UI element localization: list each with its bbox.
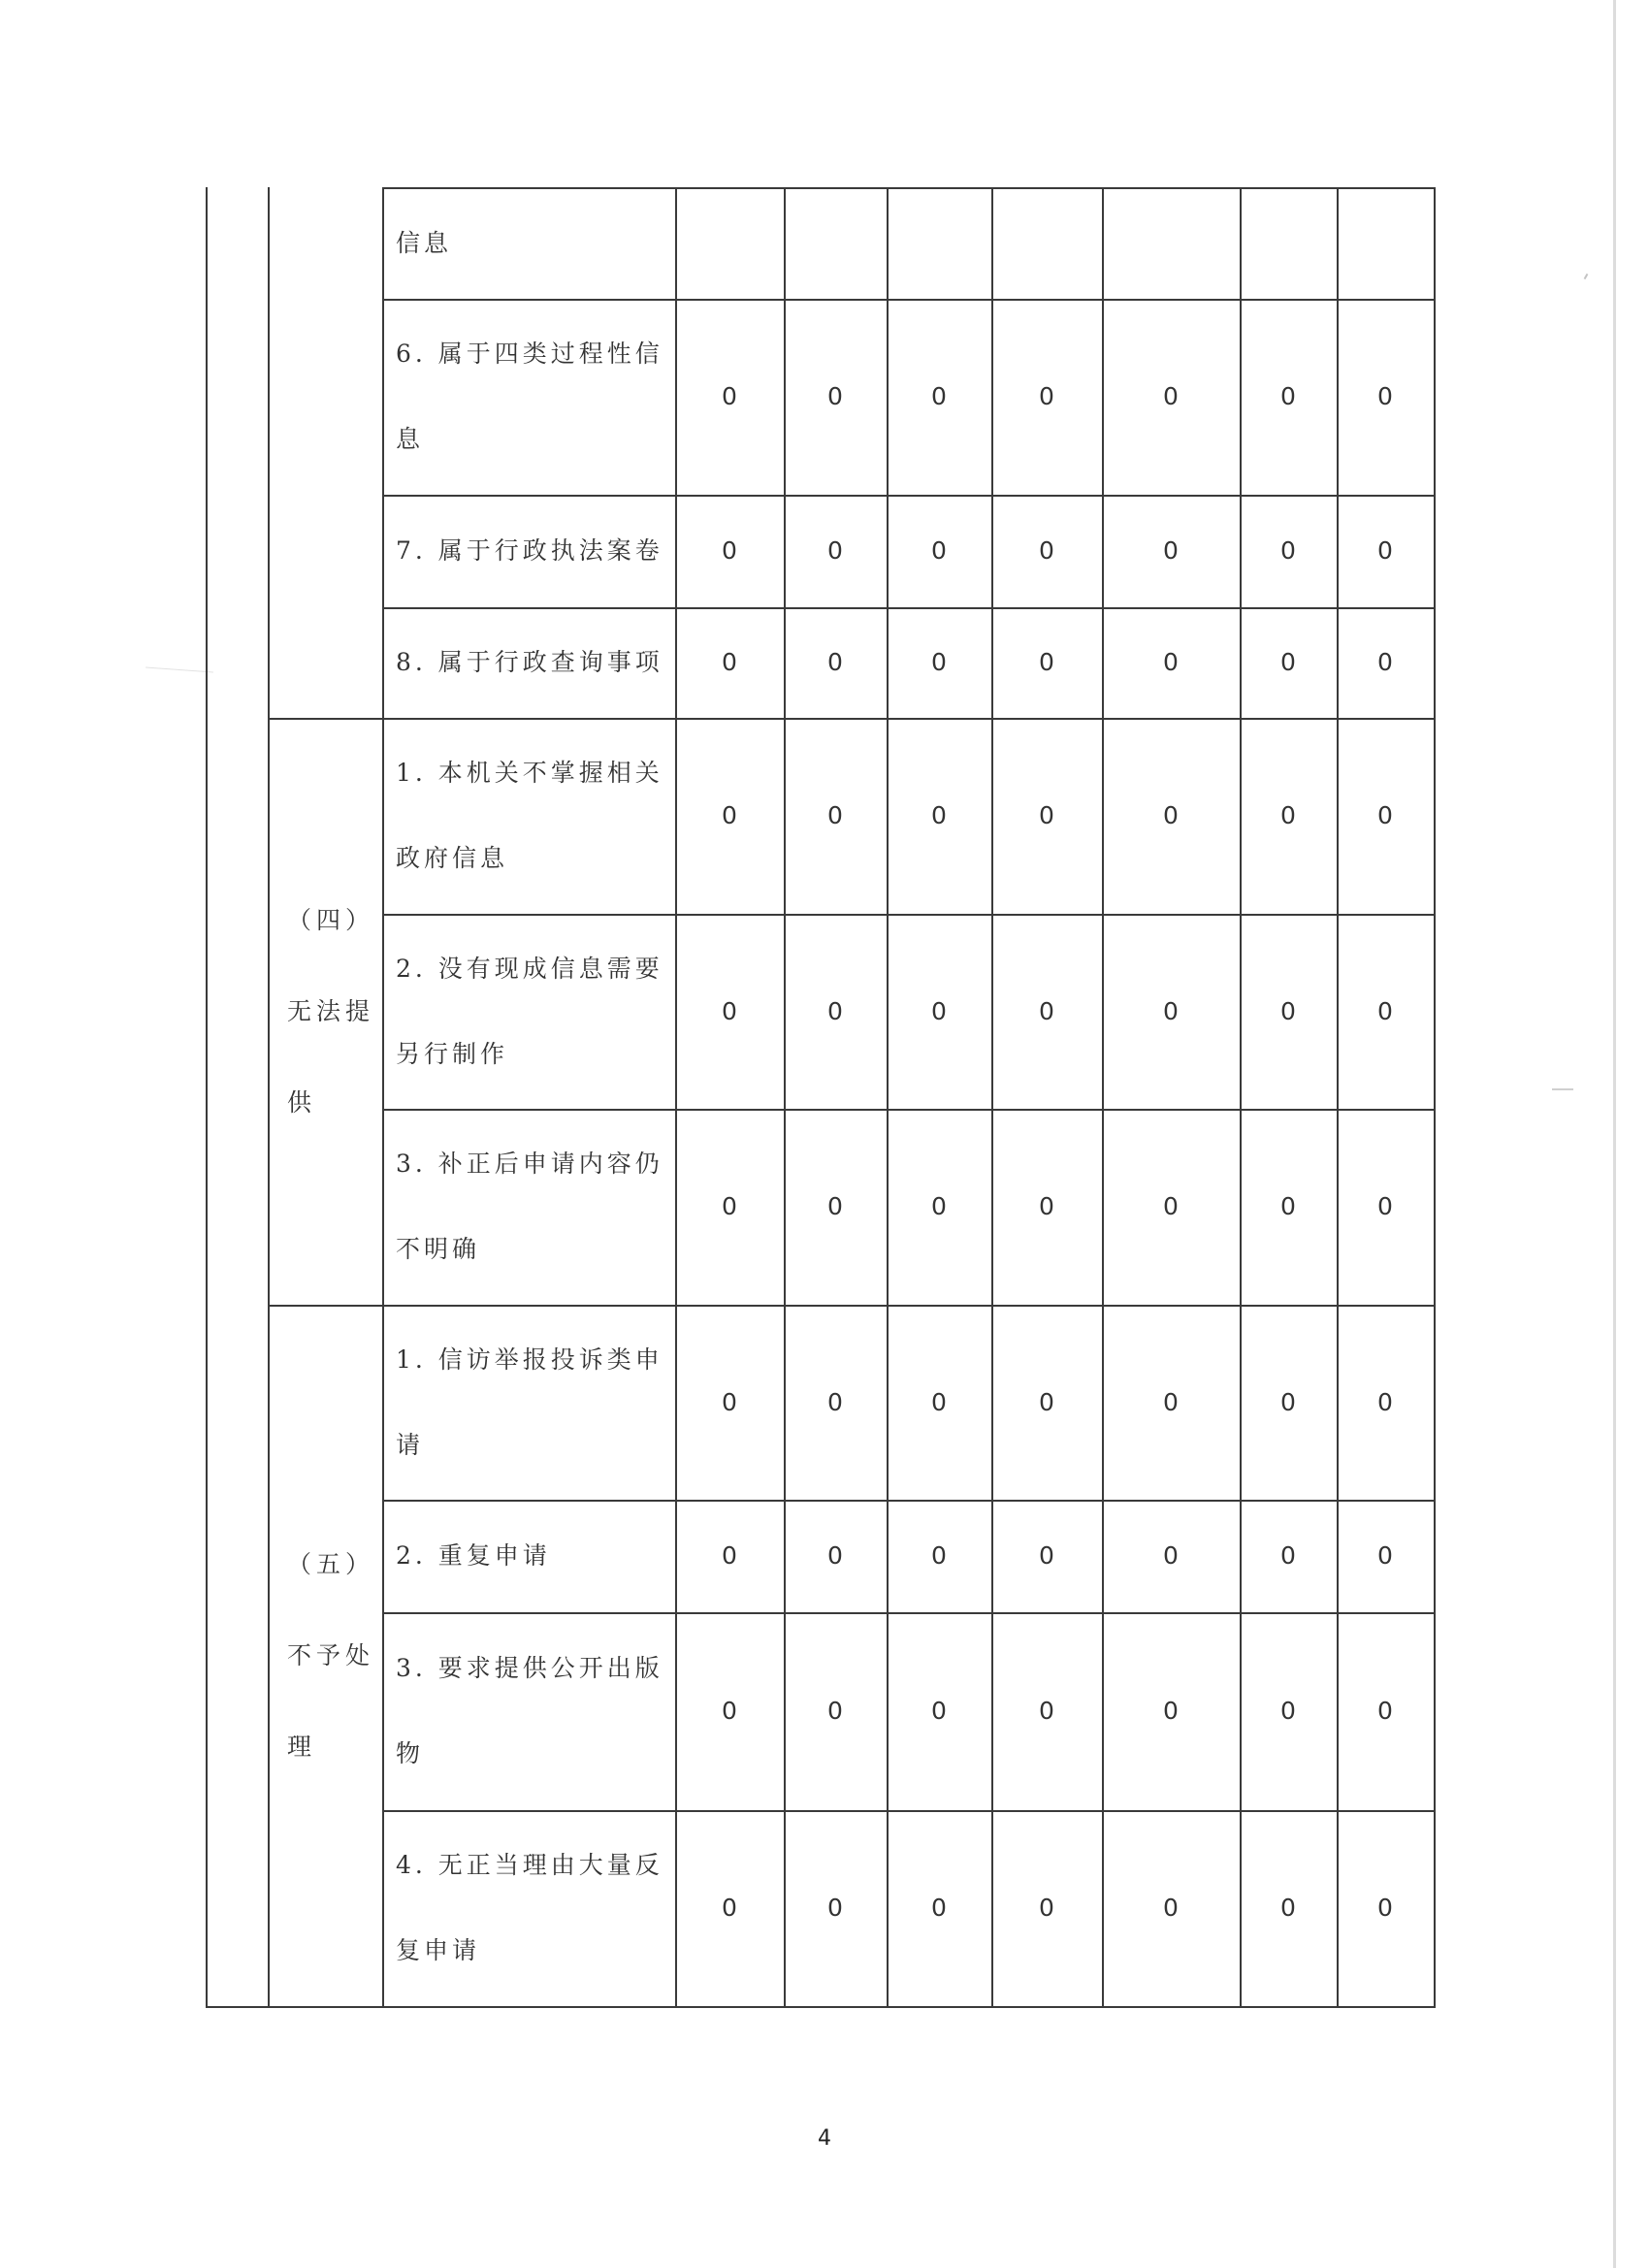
cell-value: 0 [1280, 1697, 1296, 1725]
cell-value: 0 [1377, 1541, 1393, 1570]
cell-value: 0 [931, 1388, 947, 1416]
cell-value: 0 [1163, 382, 1179, 410]
cell-value: 0 [931, 997, 947, 1025]
cell-value: 0 [1163, 648, 1179, 676]
row-divider [382, 1109, 1436, 1111]
cell-value: 0 [827, 648, 843, 676]
cell-value: 0 [722, 997, 737, 1025]
cell-value: 0 [1163, 1388, 1179, 1416]
cell-value: 0 [722, 1697, 737, 1725]
row-divider [382, 299, 1436, 301]
column-divider [887, 187, 889, 2006]
cell-value: 0 [931, 1697, 947, 1725]
cell-value: 0 [1280, 1894, 1296, 1922]
row-label: 8. 属于行政查询事项 [396, 648, 663, 676]
row-divider [382, 607, 1436, 609]
cell-value: 0 [1280, 536, 1296, 565]
cell-value: 0 [1163, 997, 1179, 1025]
cell-value: 0 [1280, 1388, 1296, 1416]
row-label: 1. 本机关不掌握相关 政府信息 [396, 759, 663, 872]
cell-value: 0 [1377, 1697, 1393, 1725]
cell-value: 0 [1280, 1192, 1296, 1220]
group-label: （五） 不予处 理 [287, 1550, 375, 1761]
cell-value: 0 [1039, 1192, 1054, 1220]
cell-value: 0 [931, 536, 947, 565]
cell-value: 0 [1039, 648, 1054, 676]
cell-value: 0 [1163, 1541, 1179, 1570]
row-label: 信息 [396, 229, 453, 257]
cell-value: 0 [827, 997, 843, 1025]
row-label: 3. 补正后申请内容仍 不明确 [396, 1150, 663, 1263]
cell-value: 0 [1039, 801, 1054, 829]
cell-value: 0 [1163, 536, 1179, 565]
group-divider [268, 718, 382, 720]
column-divider [1337, 187, 1339, 2006]
cell-value: 0 [827, 1541, 843, 1570]
cell-value: 0 [1377, 1388, 1393, 1416]
cell-value: 0 [722, 1388, 737, 1416]
cell-value: 0 [1039, 1697, 1054, 1725]
cell-value: 0 [1163, 1894, 1179, 1922]
cell-value: 0 [931, 382, 947, 410]
row-divider [382, 1500, 1436, 1502]
cell-value: 0 [1377, 536, 1393, 565]
row-divider [382, 718, 1436, 720]
cell-value: 0 [722, 1192, 737, 1220]
cell-value: 0 [1280, 382, 1296, 410]
cell-value: 0 [827, 1697, 843, 1725]
cell-value: 0 [1377, 801, 1393, 829]
cell-value: 0 [931, 1894, 947, 1922]
cell-value: 0 [722, 801, 737, 829]
table-bottom-border [206, 2006, 1436, 2008]
cell-value: 0 [827, 1894, 843, 1922]
row-label: 6. 属于四类过程性信 息 [396, 340, 663, 453]
cell-value: 0 [722, 648, 737, 676]
cell-value: 0 [827, 536, 843, 565]
row-label: 4. 无正当理由大量反 复申请 [396, 1851, 663, 1964]
cell-value: 0 [1377, 997, 1393, 1025]
column-divider [1102, 187, 1104, 2006]
cell-value: 0 [722, 1894, 737, 1922]
cell-value: 0 [931, 1192, 947, 1220]
cell-value: 0 [722, 382, 737, 410]
cell-value: 0 [931, 801, 947, 829]
group-column-divider [268, 187, 270, 2006]
column-divider [1240, 187, 1242, 2006]
cell-value: 0 [1280, 801, 1296, 829]
cell-value: 0 [827, 1388, 843, 1416]
row-divider [382, 1305, 1436, 1307]
page-number: 4 [818, 2126, 831, 2151]
cell-value: 0 [931, 1541, 947, 1570]
cell-value: 0 [827, 1192, 843, 1220]
group-divider [268, 1305, 382, 1307]
row-label: 2. 重复申请 [396, 1541, 551, 1570]
cell-value: 0 [1280, 648, 1296, 676]
cell-value: 0 [1163, 1192, 1179, 1220]
cell-value: 0 [1377, 1192, 1393, 1220]
cell-value: 0 [1280, 1541, 1296, 1570]
cell-value: 0 [827, 801, 843, 829]
cell-value: 0 [1039, 536, 1054, 565]
column-divider [991, 187, 993, 2006]
cell-value: 0 [1280, 997, 1296, 1025]
cell-value: 0 [931, 648, 947, 676]
cell-value: 0 [1039, 1541, 1054, 1570]
cell-value: 0 [1377, 648, 1393, 676]
column-divider [1434, 187, 1436, 2006]
cell-value: 0 [1039, 997, 1054, 1025]
cell-value: 0 [1377, 382, 1393, 410]
cell-value: 0 [1377, 1894, 1393, 1922]
row-divider [382, 187, 1436, 189]
cell-value: 0 [1163, 801, 1179, 829]
cell-value: 0 [1163, 1697, 1179, 1725]
cell-value: 0 [722, 536, 737, 565]
row-label: 1. 信访举报投诉类申 请 [396, 1345, 663, 1459]
column-divider [675, 187, 677, 2006]
row-label: 7. 属于行政执法案卷 [396, 536, 663, 565]
group-label: （四） 无法提 供 [287, 906, 375, 1117]
cell-value: 0 [1039, 382, 1054, 410]
column-divider [784, 187, 786, 2006]
table-outer-left-border [206, 187, 208, 2006]
row-label: 3. 要求提供公开出版 物 [396, 1654, 663, 1767]
cell-value: 0 [1039, 1894, 1054, 1922]
row-divider [382, 1810, 1436, 1812]
cell-value: 0 [1039, 1388, 1054, 1416]
row-label: 2. 没有现成信息需要 另行制作 [396, 955, 663, 1068]
row-divider [382, 914, 1436, 916]
cell-value: 0 [827, 382, 843, 410]
row-divider [382, 495, 1436, 497]
row-divider [382, 1612, 1436, 1614]
cell-value: 0 [722, 1541, 737, 1570]
